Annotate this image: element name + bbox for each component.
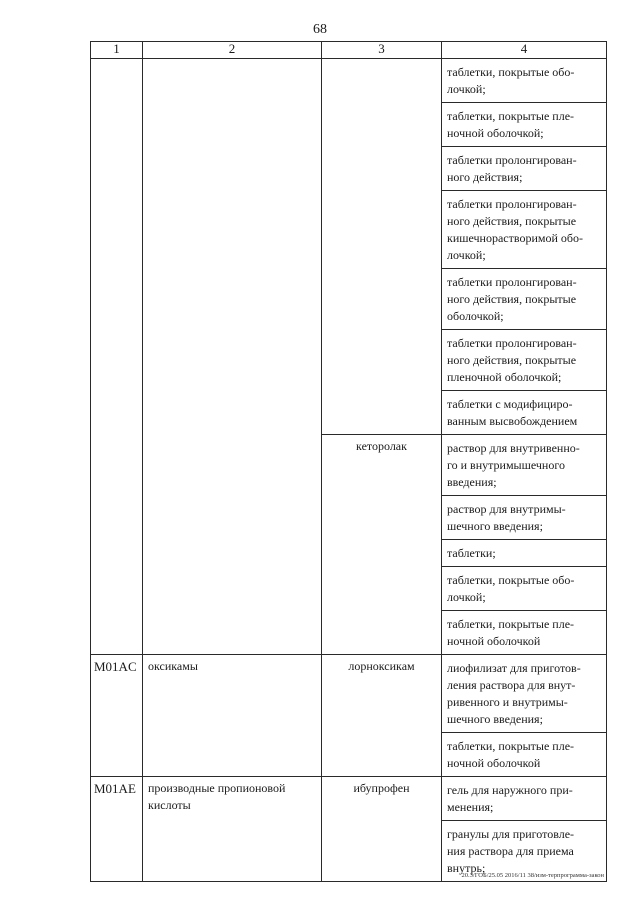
dosage-forms-cell xyxy=(442,655,607,777)
dosage-form-item: раствор для внутримы- шечного введения; xyxy=(442,496,606,540)
header-col-2: 2 xyxy=(143,42,322,59)
table-body xyxy=(91,59,607,882)
dosage-form-item: таблетки пролонгирован- ного действия, покрытые кишечнорастворимой обо- лочкой; xyxy=(442,191,606,269)
dosage-form-item: таблетки пролонгирован- ного действия, покрытые оболочкой; xyxy=(442,269,606,330)
atc-code-cell: M01AC xyxy=(91,655,143,777)
table-row xyxy=(91,655,607,777)
dosage-form-item: таблетки, покрытые пле- ночной оболочкой; xyxy=(442,103,606,147)
dosage-form-item: раствор для внутривенно- го и внутримышечного введения; xyxy=(442,435,606,496)
dosage-form-item: лиофилизат для приготов- ления раствора для внут- ривенного и внутримы- шечного введения; xyxy=(442,655,606,733)
dosage-form-item: таблетки с модифициро- ванным высвобождением xyxy=(447,397,578,428)
drug-name-cell: кеторолак xyxy=(322,435,442,655)
dosage-form-item: гранулы для приготовле- ния раствора для приема внутрь; xyxy=(447,827,575,875)
dosage-form-item: таблетки пролонгирован- ного действия, покрытые пленочной оболочкой; xyxy=(442,330,606,391)
header-col-1: 1 xyxy=(91,42,143,59)
table-row xyxy=(91,59,607,435)
group-name-cell xyxy=(143,59,322,655)
dosage-form-item: таблетки, покрытые обо- лочкой; xyxy=(442,567,606,611)
dosage-forms-cell xyxy=(442,435,607,655)
footer-doc-id: 20.3/ГОБ/25.05 2016/11 38/изм-терпрограмма-закон xyxy=(461,872,604,879)
header-row xyxy=(91,42,607,59)
dosage-form-item: таблетки пролонгирован- ного действия; xyxy=(442,147,606,191)
dosage-forms-cell xyxy=(442,59,607,435)
group-name-cell: производные пропионовой кислоты xyxy=(143,777,322,882)
dosage-form-item: таблетки; xyxy=(442,540,606,567)
table-row xyxy=(91,777,607,882)
page-number: 68 xyxy=(313,22,327,37)
header-col-3: 3 xyxy=(322,42,442,59)
drug-name-cell: ибупрофен xyxy=(322,777,442,882)
group-name-cell: оксикамы xyxy=(143,655,322,777)
dosage-forms-cell xyxy=(442,777,607,882)
drug-name-cell xyxy=(322,59,442,435)
dosage-form-item: таблетки, покрытые обо- лочкой; xyxy=(442,59,606,103)
dosage-form-item: таблетки, покрытые пле- ночной оболочкой xyxy=(447,739,575,770)
atc-code-cell: M01AE xyxy=(91,777,143,882)
drug-table xyxy=(90,41,607,882)
dosage-form-item: таблетки, покрытые пле- ночной оболочкой xyxy=(447,617,575,648)
dosage-form-item: гель для наружного при- менения; xyxy=(442,777,606,821)
atc-code-cell xyxy=(91,59,143,655)
header-col-4: 4 xyxy=(442,42,607,59)
drug-name-cell: лорноксикам xyxy=(322,655,442,777)
